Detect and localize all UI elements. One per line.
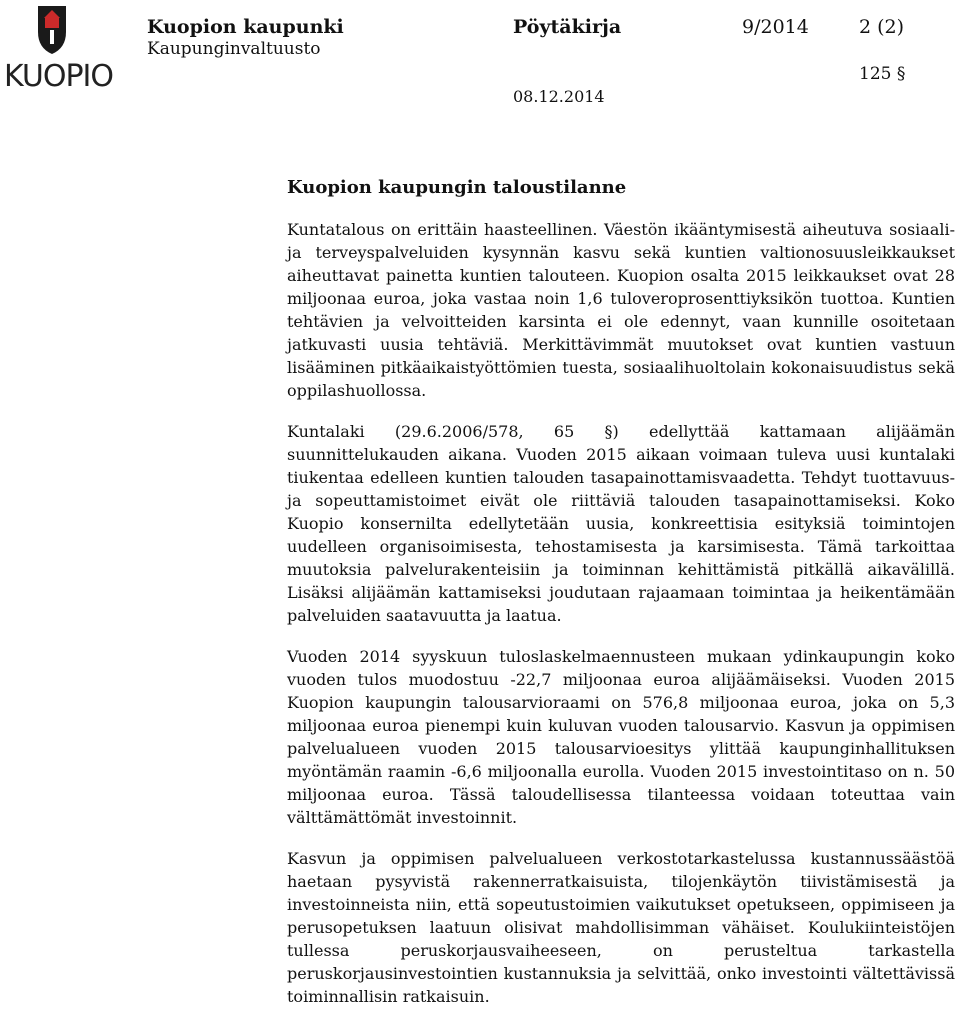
logo-wordmark: KUOPIO (4, 59, 113, 94)
paragraph-1: Kuntatalous on erittäin haasteellinen. Väestön ikääntymisestä aiheutuva sosiaali- ja terveyspalveluiden kysynnän kasvu sekä kuntien valtionosuusleikkaukset aiheuttavat painetta kuntien talouteen. Kuopion osalta 2015 leikkaukset ovat 28 miljoonaa euroa, joka vastaa noin 1,6 tuloveroprosenttiyksikön tuottoa. Kuntien tehtävien ja velvoitteiden karsinta ei ole edennyt, vaan kunnille osoitetaan jatkuvasti uusia tehtäviä. Merkittävimmät muutokset ovat kuntien vastuun lisääminen pitkäaikaistyöttömien tuesta, sosiaalihuoltolain kokonaisuudistus sekä oppilashuollossa. (287, 220, 955, 400)
paragraph-4: Kasvun ja oppimisen palvelualueen verkostotarkastelussa kustannussäästöä haetaan pysyvistä rakennerratkaisuista, tilojenkäytön tiivistämisestä ja investoinneista niin, että sopeutustoimien vaikutukset opetukseen, oppimiseen ja perusopetuksen laatuun olisivat mahdollisimman vähäiset. Koulukiinteistöjen tullessa peruskorjausvaiheeseen, on perusteltua tarkastella peruskorjausinvestointien kustannuksia ja selvittää, onko investointi vältettävissä toiminnallisin ratkaisuin. (287, 849, 955, 1006)
city-logo (4, 4, 113, 100)
page-number: 2 (2) (859, 16, 905, 38)
section-number: 125 § (859, 64, 906, 84)
meeting-date: 08.12.2014 (513, 87, 605, 106)
paragraph-3: Vuoden 2014 syyskuun tuloslaskelmaennusteen mukaan ydinkaupungin koko vuoden tulos muodostuu -22,7 miljoonaa euroa alijäämäiseksi. Vuoden 2015 Kuopion kaupungin talousarvioraami on 576,8 miljoonaa euroa, joka on 5,3 miljoonaa euroa pienempi kuin kuluvan vuoden talousarvio. Kasvun ja oppimisen palvelualueen vuoden 2015 talousarvioesitys ylittää kaupunginhallituksen myöntämän raamin -6,6 miljoonalla eurolla. Vuoden 2015 investointitaso on n. 50 miljoonaa euroa. Tässä taloudellisessa tilanteessa voidaan toteuttaa vain välttämättömät investoinnit. (287, 647, 955, 827)
document-number: 9/2014 (742, 16, 809, 38)
coat-of-arms-icon (34, 4, 70, 56)
organization-name: Kuopion kaupunki (147, 16, 344, 38)
document-type: Pöytäkirja (513, 16, 622, 38)
paragraph-2: Kuntalaki (29.6.2006/578, 65 §) edellyttää kattamaan alijäämän suunnittelukauden aikana. Vuoden 2015 aikaan voimaan tuleva uusi kuntalaki tiukentaa edelleen kuntien talouden tasapainottamisvaadetta. Tehdyt tuottavuus- ja sopeuttamistoimet eivät ole riittäviä talouden tasapainottamiseksi. Koko Kuopio konsernilta edellytetään uusia, konkreettisia esityksiä toimintojen uudelleen organisoimisesta, tehostamisesta ja karsimisesta. Tämä tarkoittaa muutoksia palvelurakenteisiin ja toiminnan kehittämistä pitkällä aikavälillä. Lisäksi alijäämän kattamiseksi joudutaan rajaamaan toimintaa ja heikentämään palveluiden saatavuutta ja laatua. (287, 422, 955, 625)
document-body (287, 176, 955, 1026)
section-heading: Kuopion kaupungin taloustilanne (287, 177, 627, 198)
council-name: Kaupunginvaltuusto (147, 39, 321, 59)
